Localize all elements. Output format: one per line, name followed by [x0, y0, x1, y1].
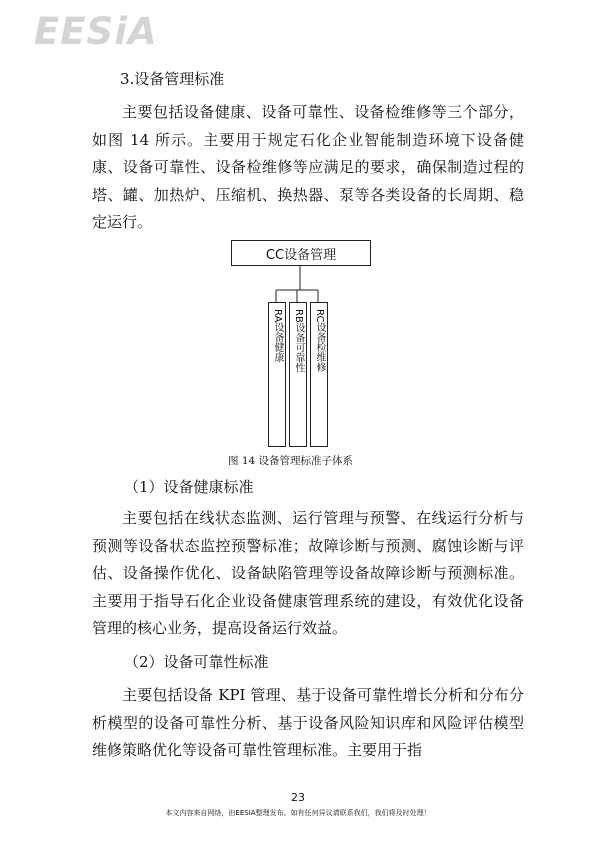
section-heading: 3.设备管理标准 [120, 70, 225, 88]
equipment-management-diagram [231, 240, 371, 448]
subsection-heading-reliability: （2）设备可靠性标准 [124, 653, 269, 671]
node-label: RB设备可靠性 [293, 309, 304, 373]
subsection-paragraph-reliability: 主要包括设备 KPI 管理、基于设备可靠性增长分析和分布分析模型的设备可靠性分析、基于设备风险知识库和风险评估模型维修策略优化等设备可靠性管理标准。主要用于指 [92, 686, 524, 760]
footer-notice: 本文内容来自网络，由EESIA整理发布。如有任何异议请联系我们，我们将及时处理！ [165, 809, 431, 817]
node-label: RC设备检维修 [314, 309, 325, 373]
diagram-root-node: CC设备管理 [231, 240, 371, 266]
page-number: 23 [291, 791, 305, 804]
node-label: RA设备健康 [272, 309, 283, 363]
figure-caption: 图 14 设备管理标准子体系 [228, 455, 354, 467]
diagram-node-equipment-maintenance [310, 302, 328, 447]
subsection-heading-health: （1）设备健康标准 [124, 478, 254, 496]
diagram-node-equipment-reliability [289, 302, 307, 447]
diagram-node-equipment-health [268, 302, 286, 447]
subsection-paragraph-health: 主要包括在线状态监测、运行管理与预警、在线运行分析与预测等设备状态监控预警标准；故障诊断与预测、腐蚀诊断与评估、设备操作优化、设备缺陷管理等设备故障诊断与预测标准。主要用于指导石化企业设备健康管理系统的建设，有效优化设备管理的核心业务，提高设备运行效益。 [92, 509, 524, 638]
eesia-logo: EESiA [34, 10, 158, 53]
section-paragraph: 主要包括设备健康、设备可靠性、设备检维修等三个部分，如图 14 所示。主要用于规定石化企业智能制造环境下设备健康、设备可靠性、设备检维修等应满足的要求，确保制造过程的塔、罐、加热炉、压缩机、换热器、泵等各类设备的长周期、稳定运行。 [92, 103, 524, 232]
